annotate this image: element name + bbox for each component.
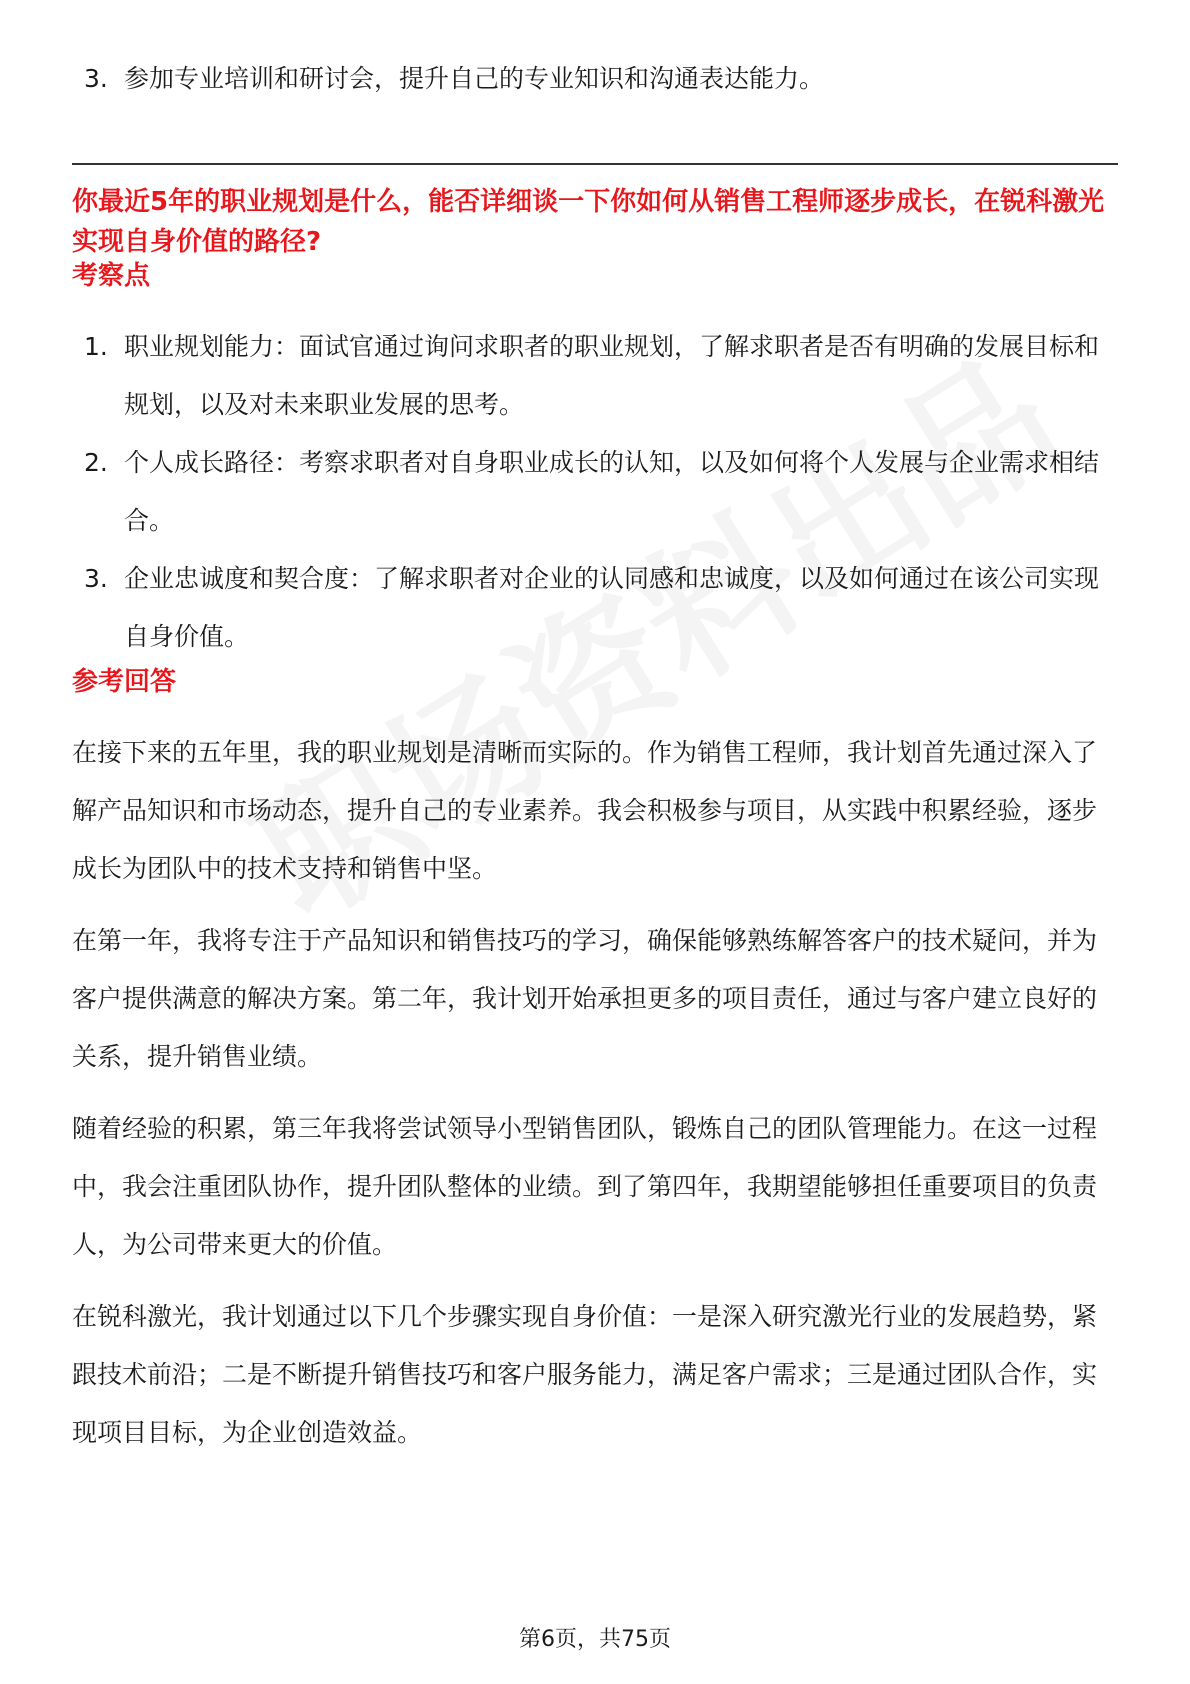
list-text: 参加专业培训和研讨会，提升自己的专业知识和沟通表达能力。 <box>124 64 825 93</box>
list-text: 职业规划能力：面试官通过询问求职者的职业规划，了解求职者是否有明确的发展目标和规划，以及对未来职业发展的思考。 <box>124 332 1100 419</box>
list-text: 个人成长路径：考察求职者对自身职业成长的认知，以及如何将个人发展与企业需求相结合。 <box>124 448 1100 535</box>
list-item <box>72 318 1118 434</box>
answer-paragraph: 在接下来的五年里，我的职业规划是清晰而实际的。作为销售工程师，我计划首先通过深入了解产品知识和市场动态，提升自己的专业素养。我会积极参与项目，从实践中积累经验，逐步成长为团队中的技术支持和销售中坚。 <box>72 738 1098 883</box>
list-item <box>72 434 1118 550</box>
page-footer: 第6页，共75页 <box>519 1627 671 1652</box>
list-number: 3. <box>84 64 108 93</box>
list-item <box>72 550 1118 666</box>
list-number: 2. <box>84 448 108 477</box>
answer-title: 参考回答 <box>72 667 177 697</box>
answer-paragraph: 在锐科激光，我计划通过以下几个步骤实现自身价值：一是深入研究激光行业的发展趋势，紧跟技术前沿；二是不断提升销售技巧和客户服务能力，满足客户需求；三是通过团队合作，实现项目目标，为企业创造效益。 <box>72 1302 1098 1447</box>
list-number: 1. <box>84 332 108 361</box>
previous-list <box>72 50 1118 108</box>
list-number: 3. <box>84 564 108 593</box>
exam-points-title: 考察点 <box>72 261 151 291</box>
answer-paragraph: 随着经验的积累，第三年我将尝试领导小型销售团队，锻炼自己的团队管理能力。在这一过程中，我会注重团队协作，提升团队整体的业绩。到了第四年，我期望能够担任重要项目的负责人，为公司带来更大的价值。 <box>72 1114 1098 1259</box>
exam-points-list <box>72 318 1118 666</box>
list-text: 企业忠诚度和契合度：了解求职者对企业的认同感和忠诚度，以及如何通过在该公司实现自身价值。 <box>124 564 1100 651</box>
answer-paragraph: 在第一年，我将专注于产品知识和销售技巧的学习，确保能够熟练解答客户的技术疑问，并为客户提供满意的解决方案。第二年，我计划开始承担更多的项目责任，通过与客户建立良好的关系，提升销售业绩。 <box>72 926 1098 1071</box>
question-heading: 你最近5年的职业规划是什么，能否详细谈一下你如何从销售工程师逐步成长，在锐科激光实现自身价值的路径? <box>72 187 1105 257</box>
list-item <box>72 50 1118 108</box>
divider <box>72 163 1118 165</box>
